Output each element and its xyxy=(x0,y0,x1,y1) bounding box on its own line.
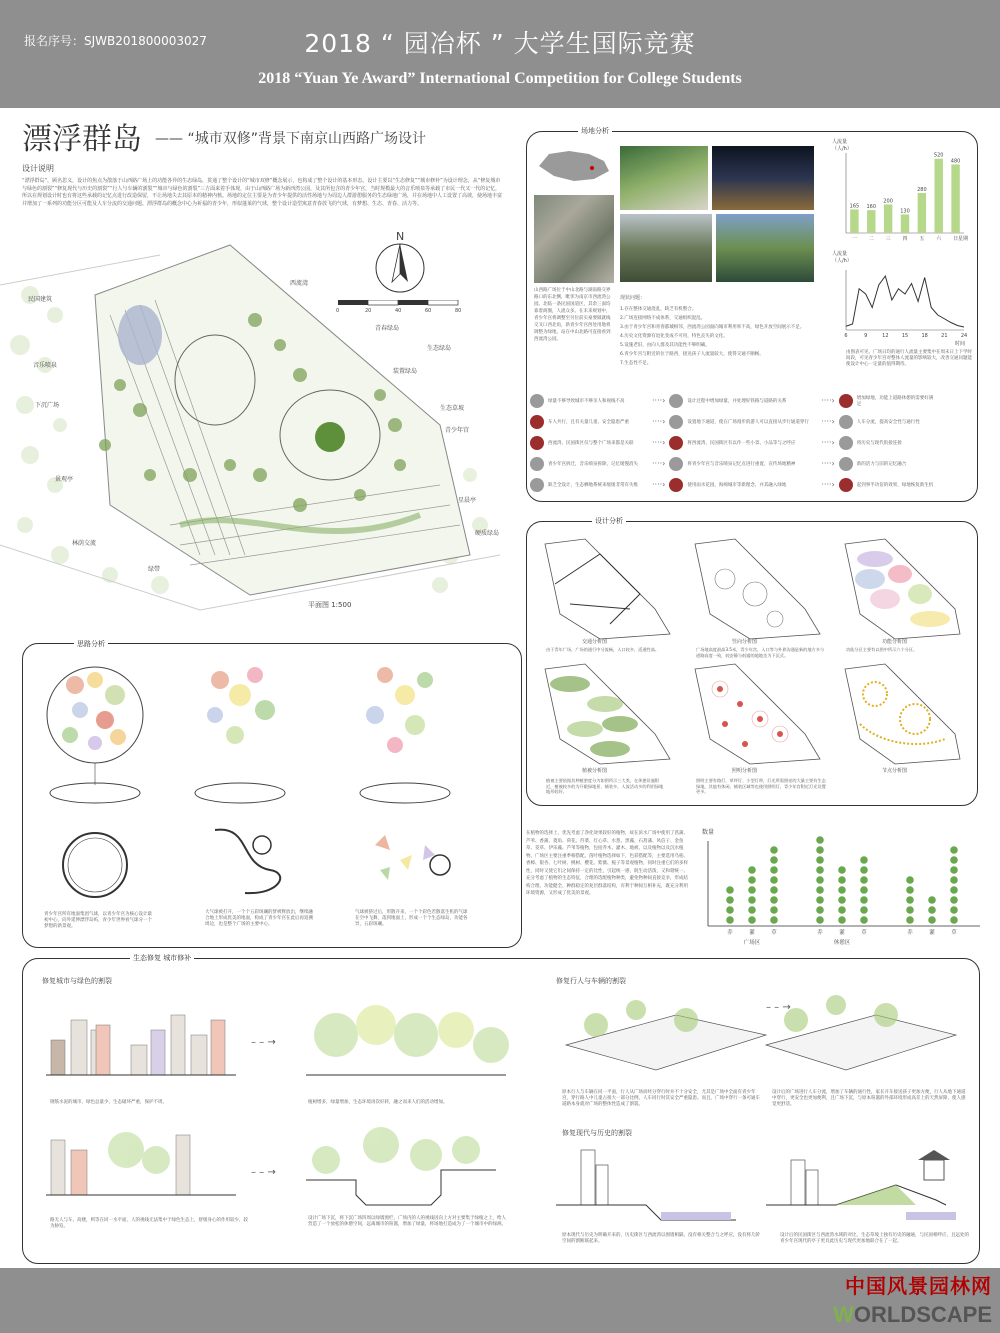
lantern-icon xyxy=(669,436,683,450)
plant-dot xyxy=(816,836,824,844)
plant-dot xyxy=(748,906,756,914)
plant-dot xyxy=(860,896,868,904)
site-photo-2 xyxy=(712,146,814,210)
x-tick-label: 9 xyxy=(864,333,868,339)
svg-text:硬质绿岛: 硬质绿岛 xyxy=(475,530,500,537)
x-tick-label: 18 xyxy=(921,333,928,339)
eco-text-8: 设计后的民国街区与西流湾水域的对比，生态草坡上独有历史的融通，与民国相呼应，且远处的青少年宫现代的亭子更具此历史与现代更加地联合在了一起。 xyxy=(780,1233,969,1244)
function-text: 功能分区主要有以图中所示六个分区。 xyxy=(846,647,918,652)
plant-dot xyxy=(726,886,734,894)
caption-node: 节点分析图 xyxy=(882,768,908,774)
landscape-cn-logo: 中国风景园林网 xyxy=(845,1274,992,1298)
bar-category-label: 六 xyxy=(936,236,942,242)
bar-category-label: 三 xyxy=(885,236,891,242)
plant-dot xyxy=(906,906,914,914)
plant-dot xyxy=(770,916,778,924)
plant-dot xyxy=(860,916,868,924)
planting-text: 在植物的选择上，优先考虑了净化效果较好的植物，故在滨水广场中使用了菖蒲、芦苇、香蒲、菱角、荷花、荇菜、灯心草、水葱、黑藻、石菖蒲、风信子、金鱼草、茭草、伊乐藻、芦苇等植物，包括乔木、灌木、地被、以及植物以及沉水植物。广场区主要注重季相搭配，茵叶植物选择如下，色彩搭配等，主要选用乌桕、香樟、银杏、七叶树、桃树、樱花、紫薇、栀子等景观植物，同时注重它们的多样性，同时又使它们之间保持一定的比性，引起统一感，既生动活泼，又和谐统一。充分考虑了植物的生态特征，合理的选配植物种类，避免物种间直接竞争，形成结构合理、功能健全、种群稳定的复层群落结构，有利于种间互相补充，既充分利用环境资源，又形成了优美的景观。 xyxy=(526,831,688,896)
eco-text-7: 原本现代与历史为明确开来的，历史街区与西流湾以围墙相隔，没有相关整合与之呼应，没有将几阶空间的割断联起来。 xyxy=(562,1233,760,1244)
plant-dot xyxy=(748,916,756,924)
scale-tick-40: 40 xyxy=(395,308,402,314)
plant-dot xyxy=(950,896,958,904)
bar-value-label: 130 xyxy=(900,208,910,215)
competition-title-cn: 2018 “ 园冶杯 ” 大学生国际竞赛 xyxy=(304,29,696,58)
bar-category-label: 四 xyxy=(902,236,908,242)
plant-dot xyxy=(726,906,734,914)
plant-dot xyxy=(860,856,868,864)
bar-chart-ylabel: 人流量（人/h） xyxy=(832,139,852,152)
bar-value-label: 200 xyxy=(883,198,893,205)
svg-text:绿带: 绿带 xyxy=(148,566,161,573)
arrow-icon: ····› xyxy=(652,396,666,405)
status-item: 3.由于青少年宫和青春都城相邻，西流湾公园面向城市利用率不高，绿色开放空间展示不足。 xyxy=(620,325,805,330)
line-chart-note: 由图表可见，广场日均的通行人流量主要集中在周末日上下学时间段，可见青少年宫对整体人流量的影响较大，改善交通问题能使设计中心一定量的值得期待。 xyxy=(846,350,972,367)
plant-dot xyxy=(950,916,958,924)
caption-vegetation: 植被分析图 xyxy=(582,768,608,774)
design-description-heading: 设计说明 xyxy=(22,164,54,173)
caption-traffic: 交通分析图 xyxy=(582,639,608,645)
car-icon xyxy=(530,415,544,429)
bar-value-label: 280 xyxy=(917,187,927,193)
x-tick-label: 24 xyxy=(960,333,968,339)
plant-dot xyxy=(816,846,824,854)
site-plan-drawing xyxy=(0,225,515,625)
svg-text:– – →: – – → xyxy=(766,1002,791,1013)
plant-dot xyxy=(816,886,824,894)
daily-flow-line-chart xyxy=(826,250,972,345)
eco-text-6: 设计后的广场进行人车分流，增加了车辆的通行性，家长开车接送孩子更加方便，行人从地下通道中穿行，更安全也更加便利，且广场下沉，与原本喧嚣的外部环境形成高差上的天然屏障，使人感觉更舒适。 xyxy=(772,1090,966,1107)
status-heading: 现状问题： xyxy=(620,295,646,301)
arrow-icon: ····› xyxy=(821,459,835,468)
site-location-text: 山西路广场位于中山北路与湖南路交界路口的东北侧，毗邻为南京市西流湾公园。北临一条民国国道区，其余三面均靠着商圈，人流众多。在未来规划中，青少年宫将调整至另位前实豪要做就线交叉口西北角，新青少年宫西处用地将调整为绿地，站在中山北路可直接看到西流湾公园。 xyxy=(534,288,611,342)
poster-subtitle: —— “城市双修”背景下南京山西路广场设计 xyxy=(155,131,426,147)
registration-number: 报名序号：SJWB201800003027 xyxy=(24,34,207,48)
svg-text:林荫交流: 林荫交流 xyxy=(72,540,97,547)
plant-dot xyxy=(726,916,734,924)
plant-dot xyxy=(770,906,778,914)
plant-dot xyxy=(816,896,824,904)
plant-dot xyxy=(838,866,846,874)
bar-value-label: 160 xyxy=(866,204,877,211)
caption-lighting: 照明分析图 xyxy=(732,768,758,774)
plan-title: 平面图 1:500 xyxy=(308,601,352,609)
plant-dot xyxy=(906,886,914,894)
plant-dot xyxy=(816,916,824,924)
svg-text:生态草坡: 生态草坡 xyxy=(440,405,465,412)
leaf-icon xyxy=(669,394,683,408)
status-item: 7.生态性不足。 xyxy=(620,361,652,366)
x-tick-label: 6 xyxy=(844,333,848,339)
scale-tick-0: 0 xyxy=(336,308,340,314)
aerial-photo xyxy=(534,195,614,283)
x-tick-label: 21 xyxy=(941,333,948,339)
plant-dot xyxy=(860,886,868,894)
site-analysis-heading: 场地分析 xyxy=(578,126,612,136)
plant-dot xyxy=(748,896,756,904)
idea-heading: 思路分析 xyxy=(74,639,108,649)
plant-dot xyxy=(950,856,958,864)
poster-title: 漂浮群岛 xyxy=(22,122,142,157)
vertical-text: 广场地高度最高3.5米，青少年宫，入口等与外界沟通是新的地方多与道路高度一致，较安静与低矮的地地坐为下沉式。 xyxy=(696,647,825,658)
arrow-icon: ····› xyxy=(652,480,666,489)
eco-sub-3: 修复现代与历史的割裂 xyxy=(562,1129,632,1137)
eco-text-4: 设计广场下沉，将下沉广场四周以绿墙围栏，广场内的人的视线因向上方对主要集于绿植之上，给人营造了一个放松的休憩空间，远离城市的喧嚣，增加了绿量，将场地打造成为了一个城市中的绿洲。 xyxy=(308,1216,506,1227)
pedestrian-icon xyxy=(839,415,853,429)
plant-dot xyxy=(950,846,958,854)
caption-function: 功能分析图 xyxy=(882,639,908,645)
eco-diagrams xyxy=(36,990,966,1235)
dot-category-label: 草 xyxy=(771,930,777,936)
plant-dot xyxy=(950,876,958,884)
eco-text-1: 钢筋水泥的城市，绿色总量少，生态破坏严重，保护不周。 xyxy=(50,1100,167,1105)
habitat-icon xyxy=(530,478,544,492)
status-item: 5.设施老旧，由向人群及其功能性不够明确。 xyxy=(620,343,710,348)
eco-repair-heading: 生态修复 城市修补 xyxy=(130,953,194,963)
issues-table xyxy=(530,390,974,495)
idea-text-2: 大气球被打开，一个个五彩斑斓的梦被释放出，继续融合地上形成优美的地面，构成了青少年宫在此后再追溯周边，也是整个广场的主要中心。 xyxy=(205,910,313,927)
dot-category-label: 乔 xyxy=(817,930,823,936)
dot-chart-ylabel: 数量 xyxy=(702,829,715,836)
bar xyxy=(918,193,926,233)
plant-dot xyxy=(928,916,936,924)
idea-text-3: 气球被挤过后，形散开来，一个个彩色若散落生机的气球在空中飞舞，落到地面上，形成一个个生态绿岛，功能各异，五彩斑斓。 xyxy=(355,910,468,927)
eco-text-2: 植树增多，绿量增加，生态环境再次好转，融之而来人们的活动增加。 xyxy=(308,1100,448,1105)
plant-dot xyxy=(860,906,868,914)
dot-category-label: 灌 xyxy=(749,930,755,936)
arrow-icon: ····› xyxy=(652,417,666,426)
plant-dot xyxy=(838,916,846,924)
scale-tick-80: 80 xyxy=(455,308,462,314)
bar xyxy=(850,209,858,233)
plant-quantity-chart xyxy=(700,826,985,951)
issue-row: 车人共行，且有关量儿童，安全隐患严重 ····› 设置地下通道，使在广场漫步的游人可以直接从步行通道穿行 ····› 人车分流，提高安全性与通行性 xyxy=(530,411,974,432)
issue-row: 绿量不够导致城市不够亲人和视线不高 ····› 设计过程中增加绿量，并处理好铁路与道路的关系 ····› 增加绿地，功能上道路休憩的需要好满足 xyxy=(530,390,974,411)
status-item: 2.广场连接网络不成体系，交通组织混乱。 xyxy=(620,316,706,321)
svg-text:西流湾: 西流湾 xyxy=(290,280,309,287)
sprout-icon xyxy=(839,478,853,492)
plant-dot xyxy=(770,866,778,874)
bar-value-label: 480 xyxy=(950,158,961,165)
arrow-icon: ····› xyxy=(652,438,666,447)
arrow-icon: ····› xyxy=(821,417,835,426)
plant-dot xyxy=(816,876,824,884)
bar-category-label: 一 xyxy=(851,236,857,242)
issue-row: 缺乏全设计，生态栖地系统来缓缓非常有失维 ····› 使用雨水花园，海绵城市等新理念，并其融入绿地 ····› 起到事半功倍的效果，绿地恢复新生机 xyxy=(530,474,974,495)
design-analysis-heading: 设计分析 xyxy=(592,516,626,526)
memory-icon xyxy=(669,457,683,471)
plant-dot xyxy=(838,886,846,894)
eco-sub-1: 修复城市与绿色的割裂 xyxy=(42,977,112,985)
dot-category-label: 草 xyxy=(861,930,867,936)
traffic-text: 由于青年广场，广场的通行中分流畅，人口较多，适通性高。 xyxy=(546,647,660,652)
dot-group-label: 休憩区 xyxy=(833,940,851,946)
plant-dot xyxy=(770,856,778,864)
plant-dot xyxy=(838,876,846,884)
site-photo-3 xyxy=(620,214,712,282)
spark-icon xyxy=(839,457,853,471)
svg-text:民国建筑: 民国建筑 xyxy=(28,296,53,303)
bar xyxy=(935,159,943,233)
bar xyxy=(884,204,892,233)
vegetation-text: 植被主要依据其种植密度分为如图所示三大类，在休憩设施附近，植被较多的为开敞绿地景，铺装多，人流活动多的利用绿地地形较好。 xyxy=(546,778,664,794)
eco-sub-2: 修复行人与车辆的割裂 xyxy=(556,977,626,985)
site-photo-4 xyxy=(716,214,814,282)
lighting-text: 照明主要有路灯、草坪灯、小型灯带，灯光所需照亮的大量主要有生态绿地，其他有休闲，铺装区域等也使用照明灯，青少年宫附近灯光设置更多。 xyxy=(696,778,826,794)
svg-text:青少年宫: 青少年宫 xyxy=(445,427,470,434)
plant-dot xyxy=(770,886,778,894)
eco-text-3: 路无人与车、高楼，则等在同一水平面，人的视线无法集中于绿色生态上，舒缓身心的作用较少，较为胁迫。 xyxy=(50,1218,248,1229)
plant-dot xyxy=(770,876,778,884)
scale-tick-60: 60 xyxy=(425,308,432,314)
plant-dot xyxy=(838,906,846,914)
x-tick-label: 12 xyxy=(882,333,889,339)
status-list xyxy=(620,305,842,368)
eco-text-5: 原本行人与车辆在同一平面，行人从广场而经分穿行时并不十分安全，尤其是广场中全面有青少年宫，穿行路人中儿童占很大一部分比例，人车同行时其安全严重隐患。而且，广场中穿行一条可通车道路本身就对广场的整体性造成了割裂。 xyxy=(562,1090,760,1107)
svg-text:– – →: – – → xyxy=(251,1167,276,1178)
plant-dot xyxy=(906,896,914,904)
bar xyxy=(867,210,875,233)
plant-dot xyxy=(748,866,756,874)
scale-tick-20: 20 xyxy=(365,308,372,314)
plant-dot xyxy=(950,866,958,874)
plant-dot xyxy=(770,846,778,854)
plant-dot xyxy=(906,916,914,924)
plant-dot xyxy=(748,886,756,894)
site-photo-1 xyxy=(620,146,708,210)
plant-dot xyxy=(816,856,824,864)
caption-vertical: 竖向分析图 xyxy=(732,639,758,645)
svg-text:音乐喷泉: 音乐喷泉 xyxy=(33,362,58,369)
plant-dot xyxy=(860,866,868,874)
svg-text:生态绿岛: 生态绿岛 xyxy=(427,345,452,352)
plant-dot xyxy=(838,896,846,904)
svg-text:装置绿岛: 装置绿岛 xyxy=(393,368,418,375)
tree-icon xyxy=(530,394,544,408)
dot-category-label: 乔 xyxy=(907,930,913,936)
bar-category-label: 五 xyxy=(919,236,925,242)
design-description-text: “漂浮群岛”，顾名思义，设计的焦点为散落于山西路广场上的功能各异的生态绿岛，贯通了整个设计的“城市双修”概念展示，也构成了整个设计的基本形态。设计主要以“生态修复”“城市修补”为设计理念，从“修复城市与绿色的割裂”“修复现代与历史的割裂”“行人与车辆的割裂”“城市与绿色的割裂”三方面来着手体现，由于山西路广场为新西湾公园，及其所包含的青少年宫，当时规模最大的音乐喷泉等承载了市民一代又一代的记忆，所以在规划设计时也有将这些承载的记忆点进行改造保留，不让场地失去其原本的精神内核。场地的定位主要是为青少年提供的活性场地与为周边人群游憩服务的生态绿地广场，并在场地中人工设置了高坡，使场地丰富并增加了一系列的功能分区可能及人车分流的交通问题。漂浮群岛的概念中心为祈福的青少年，形似蓬莱的气球，整个设计造型寓意青春放飞的气球，有梦想、生态、青春、活力等。 xyxy=(22,178,503,207)
line-chart-xlabel: 时间 xyxy=(955,341,966,347)
plant-dot xyxy=(748,876,756,884)
plant-dot xyxy=(726,896,734,904)
idea-text-1: 青少年宫所有地面集团气球，以青少年宫为核心设计最初中心，向外延伸漂浮岛屿，青少年世界看气球分一个梦想的新景观。 xyxy=(44,912,152,929)
arrow-icon: ····› xyxy=(652,459,666,468)
svg-text:下沉广场: 下沉广场 xyxy=(35,402,60,409)
rain-icon xyxy=(669,478,683,492)
competition-title-en: 2018 “Yuan Ye Award” International Competition for College Students xyxy=(258,70,742,87)
plant-dot xyxy=(928,896,936,904)
svg-text:青春绿岛: 青春绿岛 xyxy=(375,325,400,332)
plant-dot xyxy=(950,886,958,894)
bar-category-label: 二 xyxy=(868,236,874,242)
status-item: 4.历史文化资源有退化变成不可用，特色丧失的文化。 xyxy=(620,334,728,339)
plant-dot xyxy=(770,896,778,904)
check-icon xyxy=(839,394,853,408)
bar-value-label: 165 xyxy=(849,203,860,210)
balloon-concept-diagrams xyxy=(40,655,510,900)
worldscape-logo: WORLDSCAPE xyxy=(833,1302,992,1327)
bar-category-label: 日 xyxy=(953,236,959,242)
weekly-flow-bar-chart xyxy=(826,138,972,248)
dot-category-label: 灌 xyxy=(839,930,845,936)
plant-dot xyxy=(928,906,936,914)
dot-group-label: 广场区 xyxy=(743,940,761,946)
dot-category-label: 草 xyxy=(951,930,957,936)
bar xyxy=(901,214,909,233)
plant-dot xyxy=(816,906,824,914)
dot-category-label: 灌 xyxy=(929,930,935,936)
flow-line xyxy=(846,276,964,327)
north-label: N xyxy=(396,230,405,243)
svg-text:景观亭: 景观亭 xyxy=(55,476,74,483)
plant-dot xyxy=(860,876,868,884)
arrow-icon: ····› xyxy=(821,438,835,447)
issue-row: 青少年宫拆迁，音乐喷泉拆除，记忆缓慢消失 ····› 将青少年宫与音乐喷泉记忆点进行重置，宣传场地精神 ····› 新的活力与旧的记忆融合 xyxy=(530,453,974,474)
china-map-icon xyxy=(534,146,614,186)
x-tick-label: 15 xyxy=(901,333,909,339)
bar xyxy=(951,164,959,233)
link-icon xyxy=(839,436,853,450)
dot-category-label: 乔 xyxy=(727,930,733,936)
svg-text:星晨亭: 星晨亭 xyxy=(458,497,477,504)
music-icon xyxy=(530,457,544,471)
plant-dot xyxy=(906,876,914,884)
building-icon xyxy=(530,436,544,450)
line-chart-ylabel: 人流量（人/h） xyxy=(832,251,852,264)
bar-value-label: 520 xyxy=(933,152,944,159)
status-item: 1.存在整体交通混乱，缺乏有机整合。 xyxy=(620,307,697,312)
plant-dot xyxy=(950,906,958,914)
svg-text:– – →: – – → xyxy=(251,1037,276,1048)
issue-row: 西流湾、民国街区仅与整个广场来都是关联 ····› 将西流湾、民国街区有以作一些小景、小品等与之呼应 ····› 将历史与现代衔接连接 xyxy=(530,432,974,453)
plant-dot xyxy=(816,866,824,874)
tunnel-icon xyxy=(669,415,683,429)
bar-chart-xlabel: 星期 xyxy=(958,236,969,242)
arrow-icon: ····› xyxy=(821,396,835,405)
scale-bar xyxy=(338,300,468,310)
status-item: 6.青少年宫与附近的位于路西，接送孩子人流量较大，使得交通不顺畅。 xyxy=(620,352,764,357)
arrow-icon: ····› xyxy=(821,480,835,489)
